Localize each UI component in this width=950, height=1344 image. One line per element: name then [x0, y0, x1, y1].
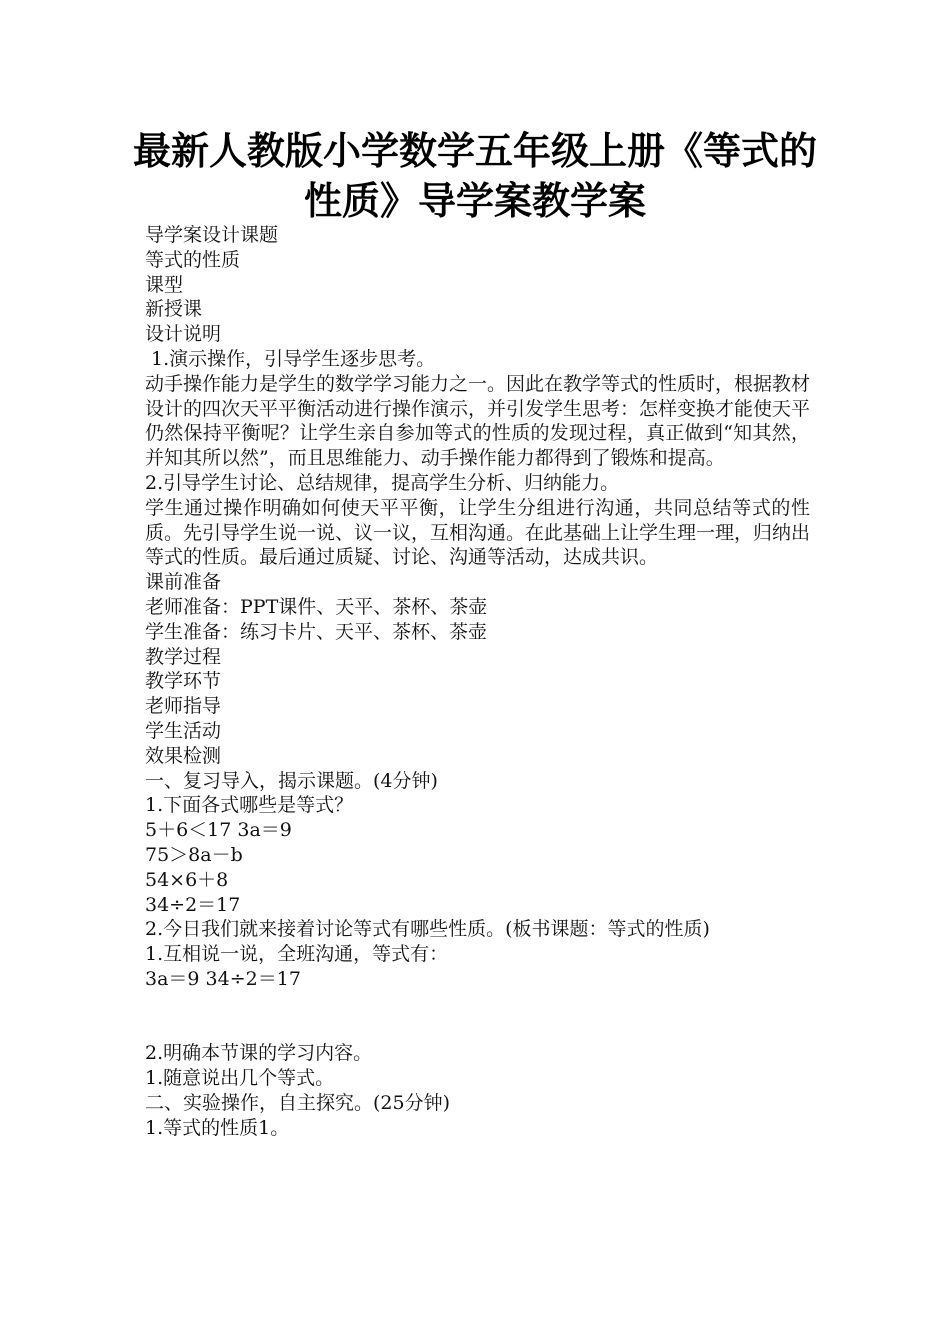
paragraph: 动手操作能力是学生的数学学习能力之一。因此在教学等式的性质时，根据教材设计的四次天平平衡活动进行操作演示，并引发学生思考：怎样变换才能使天平仍然保持平衡呢？让学生亲自参加等式的性质的发现过程，真正做到“知其然，并知其所以然”，而且思维能力、动手操作能力都得到了锻炼和提高。 [145, 372, 811, 470]
text-line: 等式的性质 [145, 248, 241, 271]
text-line: 1.下面各式哪些是等式？ [145, 794, 354, 817]
text-line: 学生准备：练习卡片、天平、茶杯、茶壶 [145, 620, 488, 643]
text-line: 课型 [145, 273, 184, 296]
text-line: 导学案设计课题 [145, 224, 279, 246]
blank-line [145, 992, 810, 1017]
text-line: 新授课 [145, 298, 203, 321]
text-line: 老师准备：PPT课件、天平、茶杯、茶壶 [145, 595, 488, 618]
text-line: 老师指导 [145, 695, 222, 718]
text-line: 教学过程 [145, 645, 222, 668]
text-line: 2.明确本节课的学习内容。 [145, 1042, 373, 1065]
text-line: 1.互相说一说，全班沟通，等式有： [145, 943, 449, 966]
text-line: 设计说明 [145, 323, 222, 346]
text-line: 1.随意说出几个等式。 [145, 1067, 335, 1090]
document-body [145, 223, 810, 1140]
text-line: 34÷2＝17 [145, 893, 241, 916]
paragraph: 学生通过操作明确如何使天平平衡，让学生分组进行沟通，共同总结等式的性质。先引导学生说一说、议一议，互相沟通。在此基础上让学生理一理，归纳出等式的性质。最后通过质疑、讨论、沟通等活动，达成共识。 [145, 496, 811, 569]
text-line: 一、复习导入，揭示课题。(4分钟) [145, 769, 438, 792]
blank-line [145, 1017, 810, 1042]
text-line: 1.等式的性质1。 [145, 1116, 290, 1139]
paragraph: 2.今日我们就来接着讨论等式有哪些性质。(板书课题：等式的性质) [145, 918, 710, 941]
text-line: 5＋6＜17 3a＝9 [145, 819, 292, 842]
text-line: 二、实验操作，自主探究。(25分钟) [145, 1091, 451, 1114]
text-line: 54×6＋8 [145, 868, 229, 891]
text-line: 1.演示操作，引导学生逐步思考。 [145, 347, 436, 370]
text-line: 教学环节 [145, 670, 222, 693]
text-line: 效果检测 [145, 744, 222, 767]
document-title: 最新人教版小学数学五年级上册《等式的性质》导学案教学案 [132, 129, 817, 223]
text-line: 2.引导学生讨论、总结规律，提高学生分析、归纳能力。 [145, 471, 620, 494]
text-line: 3a＝9 34÷2＝17 [145, 967, 301, 990]
text-line: 75＞8a－b [145, 843, 243, 866]
text-line: 课前准备 [145, 571, 222, 594]
text-line: 学生活动 [145, 719, 222, 742]
